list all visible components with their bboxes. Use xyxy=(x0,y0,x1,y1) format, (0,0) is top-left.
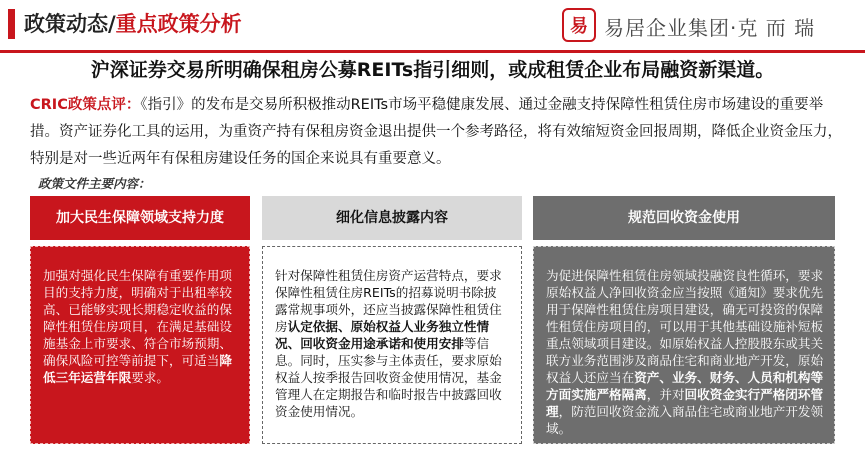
column-3-bold-a: 资产、业务、财务、人员和机构等方面实施严格隔离 xyxy=(546,370,824,402)
headline: 沪深证券交易所明确保租房公募REITs指引细则，或成租赁企业布局融资新渠道。 xyxy=(90,59,775,81)
column-2-title: 细化信息披露内容 xyxy=(262,196,522,240)
logo-seal-icon: 易 xyxy=(562,8,596,42)
comment-text: 《指引》的发布是交易所积极推动REITs市场平稳健康发展、通过金融支持保障性租赁住房市场建设的重要举措。资产证券化工具的运用，为重资产持有保租房资金退出提供一个参考路径，将有效缩短资金回报周期，降低企业资金压力，特别是对一些近两年有保租房建设任务的国企来说具有重要意义。 xyxy=(30,97,842,167)
comment-label: CRIC政策点评： xyxy=(30,97,141,113)
column-1-text-a: 加强对强化民生保障有重要作用项目的支持力度，明确对于出租率较高、已能够实现长期稳定收益的保障性租赁住房项目，在满足基础设施基金上市要求、符合市场预期、确保风险可控等前提下，可适当 xyxy=(43,268,232,368)
column-3-text-b: ，并对 xyxy=(646,387,685,402)
column-3-text-a: 为促进保障性租赁住房领域投融资良性循环，要求原始权益人净回收资金应当按照《通知》要求优先用于保障性租赁住房项目建设，确无可投资的保障性租赁住房项目的，可以用于其他基础设施补短板重点领域项目建设。如原始权益人控股股东或其关联方业务范围涉及商品住宅和商业地产开发，原始权益人还应当在 xyxy=(546,268,824,385)
column-2-text-a: 针对保障性租赁住房资产运营特点，要求保障性租赁住房REITs的招募说明书除披露常规事项外，还应当披露保障性租赁住房 xyxy=(275,268,502,334)
column-3-text-c: ，防范回收资金流入商品住宅或商业地产开发领域。 xyxy=(546,404,824,436)
page-header xyxy=(0,0,865,52)
header-divider xyxy=(0,50,865,53)
cric-comment xyxy=(30,92,842,173)
section-highlight: 重点政策分析 xyxy=(115,12,242,36)
column-1-title: 加大民生保障领域支持力度 xyxy=(30,196,250,240)
logo-text: 易居企业集团·克 而 瑞 xyxy=(604,16,816,40)
column-2-body xyxy=(262,246,522,444)
page-title xyxy=(24,9,242,39)
column-3-body xyxy=(533,246,835,444)
column-2-text-b: 等信息。同时，压实参与主体责任，要求原始权益人按季报告回收资金使用情况，基金管理人在定期报告和临时报告中披露回收资金使用情况。 xyxy=(275,336,502,419)
column-1-bold-a: 降低三年运营年限 xyxy=(43,353,232,385)
column-1-text-b: 要求。 xyxy=(131,370,169,385)
column-2-bold-a: 认定依据、原始权益人业务独立性情况、回收资金用途承诺和使用安排 xyxy=(275,319,490,351)
company-logo xyxy=(562,6,857,46)
subheading: 政策文件主要内容： xyxy=(38,176,151,191)
column-3-title: 规范回收资金使用 xyxy=(533,196,835,240)
header-accent-bar xyxy=(8,9,15,39)
column-3-bold-b: 回收资金实行严格闭环管理 xyxy=(546,387,824,419)
section-label: 政策动态/ xyxy=(24,12,116,36)
column-1-body xyxy=(30,246,250,444)
